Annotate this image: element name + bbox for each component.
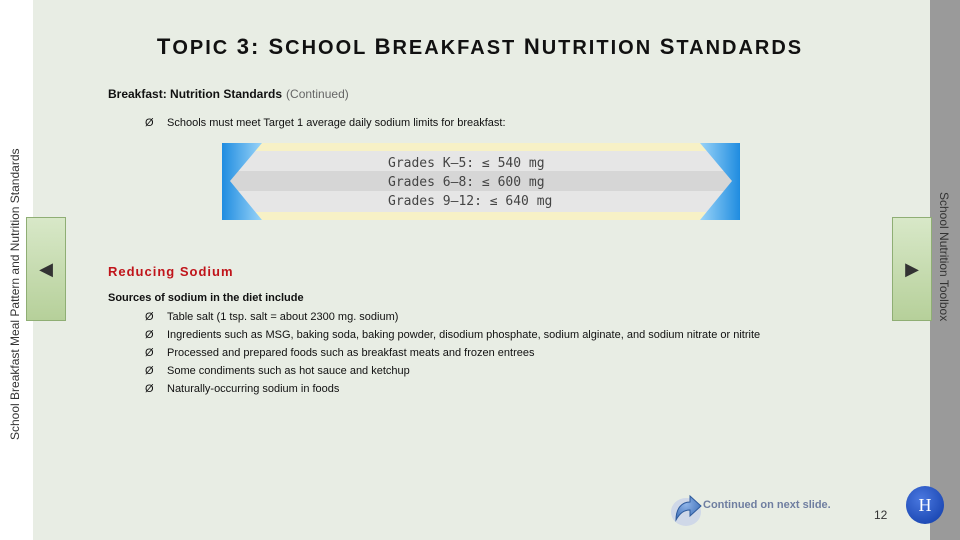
bullet-arrow-icon: Ø [145,365,154,377]
triangle-left-icon: ◀ [39,258,53,279]
subtitle-text: Breakfast: Nutrition Standards [108,87,283,101]
subtitle-note: (Continued) [286,87,349,101]
slide-subtitle [108,87,349,101]
left-sidebar-label: School Breakfast Meal Pattern and Nutrition Standards [8,148,22,440]
next-slide-button[interactable] [892,217,932,321]
section-intro: Sources of sodium in the diet include [108,292,304,304]
home-button[interactable] [906,486,944,524]
bullet-arrow-icon: Ø [145,329,154,341]
page-number: 12 [874,508,888,522]
right-sidebar-label: School Nutrition Toolbox [937,192,951,322]
list-item: Ø Ingredients such as MSG, baking soda, baking powder, disodium phosphate, sodium alginate, and sodium nitrate or nitrite [145,329,761,341]
bullet-arrow-icon: Ø [145,383,154,395]
list-item: Ø Processed and prepared foods such as breakfast meats and frozen entrees [145,347,535,359]
previous-slide-button[interactable] [26,217,66,321]
bullet-arrow-icon: Ø [145,347,154,359]
bullet-arrow-icon: Ø [145,117,154,129]
continued-link[interactable]: Continued on next slide. [703,499,831,511]
continue-arrow-icon[interactable] [668,488,704,528]
list-item: Ø Table salt (1 tsp. salt = about 2300 mg. sodium) [145,311,399,323]
sodium-limits-ribbon [222,143,740,220]
bullet-arrow-icon: Ø [145,311,154,323]
list-item: Ø Naturally-occurring sodium in foods [145,383,340,395]
ribbon-row-3: Grades 9–12: ≤ 640 mg [388,194,553,209]
intro-bullet: Ø Schools must meet Target 1 average daily sodium limits for breakfast: [145,117,506,129]
triangle-right-icon: ▶ [905,258,919,279]
section-heading: Reducing Sodium [108,264,234,279]
list-item: Ø Some condiments such as hot sauce and ketchup [145,365,410,377]
slide-title: TOPIC 3: SCHOOL BREAKFAST NUTRITION STANDARDS [156,34,804,59]
ribbon-row-2: Grades 6–8: ≤ 600 mg [388,175,545,190]
home-button-label: H [918,494,932,515]
ribbon-row-1: Grades K–5: ≤ 540 mg [388,156,545,171]
